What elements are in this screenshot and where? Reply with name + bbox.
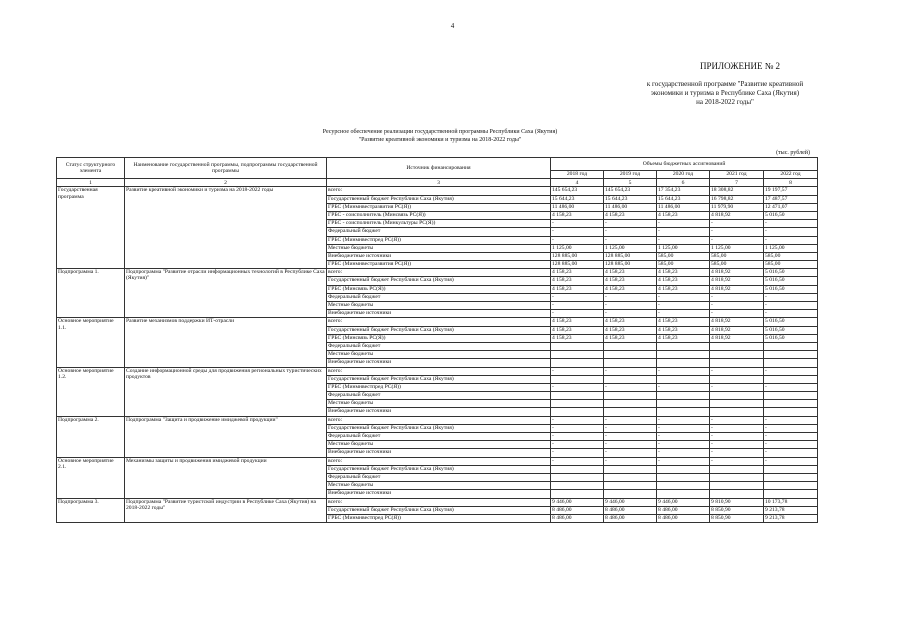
row-value: 5 016,50 (764, 277, 818, 285)
row-value: - (764, 449, 818, 457)
row-value: - (764, 416, 818, 424)
row-value: - (657, 293, 710, 301)
row-value: 585,00 (710, 261, 764, 269)
row-value (551, 482, 604, 490)
row-value: - (710, 302, 764, 310)
row-source: всего: (327, 367, 551, 375)
row-value: 128 885,00 (604, 252, 657, 260)
row-value: 5 016,50 (764, 334, 818, 342)
row-value: - (710, 449, 764, 457)
row-source: ГРБС (Минмнвестразвития РС(Я)) (327, 203, 551, 211)
row-value: 4 818,92 (710, 269, 764, 277)
row-value: - (604, 383, 657, 391)
row-source: Федеральный бюджет (327, 433, 551, 441)
row-value (657, 359, 710, 367)
row-value: 5 016,50 (764, 318, 818, 326)
resource-title-line: "Развитие креативной экономики и туризма на 2018-2022 годы" (358, 137, 522, 143)
row-value: - (657, 441, 710, 449)
row-value: 11 979,90 (710, 203, 764, 211)
row-value: - (551, 236, 604, 244)
row-value: 5 016,50 (764, 326, 818, 334)
row-value (657, 392, 710, 400)
row-source: Государственный бюджет Республики Саха (Якутия) (327, 195, 551, 203)
row-value: 1 125,00 (764, 244, 818, 252)
row-value (710, 375, 764, 383)
row-value: - (764, 441, 818, 449)
appendix-subtitle-line: на 2018-2022 годы" (696, 98, 754, 106)
row-value: - (551, 433, 604, 441)
row-value: - (551, 441, 604, 449)
row-value (551, 490, 604, 498)
row-value (551, 473, 604, 481)
row-value (604, 473, 657, 481)
table-row (57, 498, 818, 506)
row-value: 9 213,78 (764, 514, 818, 522)
budget-table (56, 157, 818, 523)
row-value (604, 400, 657, 408)
row-value: - (551, 416, 604, 424)
row-value: 4 158,23 (604, 326, 657, 334)
row-value: 585,00 (764, 252, 818, 260)
row-value: - (551, 293, 604, 301)
row-value (604, 392, 657, 400)
row-source: Федеральный бюджет (327, 293, 551, 301)
row-value: - (710, 293, 764, 301)
row-value: 8 850,90 (710, 514, 764, 522)
unit-label: (тыс. рублей) (776, 150, 810, 156)
resource-title-line: Ресурсное обеспечение реализации государственной программы Республики Саха (Якутия) (322, 129, 558, 135)
row-value (604, 342, 657, 350)
row-value (551, 375, 604, 383)
row-value: - (604, 220, 657, 228)
row-value: 1 125,00 (657, 244, 710, 252)
row-source: Внебюджетные источники (327, 310, 551, 318)
row-value (764, 408, 818, 416)
row-value (657, 342, 710, 350)
row-value: 4 158,23 (657, 326, 710, 334)
row-value (551, 342, 604, 350)
row-value (764, 351, 818, 359)
row-value: 4 158,23 (551, 326, 604, 334)
row-value: - (551, 449, 604, 457)
row-value: 4 818,92 (710, 285, 764, 293)
row-value: - (604, 228, 657, 236)
row-value: - (764, 433, 818, 441)
row-value: 4 818,92 (710, 277, 764, 285)
row-value: - (764, 457, 818, 465)
row-value: - (764, 293, 818, 301)
row-value: - (551, 457, 604, 465)
row-value: 585,00 (710, 252, 764, 260)
row-value: - (604, 424, 657, 432)
row-value: 10 173,78 (764, 498, 818, 506)
row-value: - (764, 383, 818, 391)
row-value: 8 486,00 (604, 506, 657, 514)
row-value: - (710, 220, 764, 228)
row-value: - (764, 310, 818, 318)
row-value: 4 818,92 (710, 334, 764, 342)
row-value: 4 158,23 (604, 318, 657, 326)
row-value (710, 392, 764, 400)
row-value: 4 158,23 (604, 334, 657, 342)
row-status: Подпрограмма 1. (57, 269, 125, 318)
row-value: 4 158,23 (604, 211, 657, 219)
row-value: 9 446,00 (657, 498, 710, 506)
row-value: - (657, 236, 710, 244)
row-source: всего: (327, 416, 551, 424)
row-value (764, 465, 818, 473)
row-value: - (764, 424, 818, 432)
row-value: - (551, 310, 604, 318)
row-source: Внебюджетные источники (327, 252, 551, 260)
row-value: 4 158,23 (551, 334, 604, 342)
header-volumes: Объемы бюджетных ассигнований (551, 158, 818, 171)
row-value: 17 354,23 (657, 187, 710, 195)
row-value: 4 818,92 (710, 211, 764, 219)
row-source: Внебюджетные источники (327, 408, 551, 416)
row-value: - (710, 383, 764, 391)
row-value: 4 818,92 (710, 326, 764, 334)
row-value (710, 490, 764, 498)
row-value: 128 885,00 (604, 261, 657, 269)
row-name: Развитие креативной экономики и туризма на 2018-2022 годы (125, 187, 327, 269)
row-value (604, 408, 657, 416)
column-number: 3 (327, 179, 551, 187)
row-source: Внебюджетные источники (327, 359, 551, 367)
row-value: 5 016,50 (764, 211, 818, 219)
row-status: Подпрограмма 3. (57, 498, 125, 523)
row-value: 15 644,23 (551, 195, 604, 203)
row-value: - (551, 383, 604, 391)
row-value: - (657, 433, 710, 441)
row-value: - (764, 228, 818, 236)
row-value: - (657, 367, 710, 375)
row-value: 5 016,50 (764, 285, 818, 293)
row-value (657, 408, 710, 416)
row-value: - (551, 302, 604, 310)
row-value: 8 850,90 (710, 506, 764, 514)
row-status: Основное мероприятие 1.1. (57, 318, 125, 367)
row-value: 128 885,00 (551, 252, 604, 260)
row-name: Развитие механизмов поддержки ИТ-отрасли (125, 318, 327, 367)
row-value (604, 359, 657, 367)
row-value: 145 654,23 (604, 187, 657, 195)
row-value (604, 490, 657, 498)
row-source: Государственный бюджет Республики Саха (Якутия) (327, 375, 551, 383)
row-value: - (604, 433, 657, 441)
row-value: - (764, 302, 818, 310)
row-source: ГРБС - соисполнитель (Минкультуры РС(Я)) (327, 220, 551, 228)
row-value: 4 158,23 (551, 211, 604, 219)
column-number: 1 (57, 179, 125, 187)
row-name: Подпрограмма "Развитие отрасли информационных технологий в Республике Саха (Якутия)" (125, 269, 327, 318)
row-value: 9 213,78 (764, 506, 818, 514)
row-value: - (657, 416, 710, 424)
row-value (764, 359, 818, 367)
row-value: - (657, 449, 710, 457)
row-value: 4 158,23 (657, 211, 710, 219)
row-source: ГРБС - соисполнитель (Минсвязь РС(Я)) (327, 211, 551, 219)
row-value: 18 308,82 (710, 187, 764, 195)
row-value: - (710, 367, 764, 375)
header-year: 2018 год (551, 171, 604, 179)
row-value: - (551, 367, 604, 375)
row-value (604, 482, 657, 490)
row-status: Основное мероприятие 2.1. (57, 457, 125, 498)
row-value: - (657, 302, 710, 310)
appendix-subtitle-line: экономики и туризма в Республике Саха (Якутия) (650, 89, 800, 97)
row-value (710, 400, 764, 408)
row-value: 12 471,07 (764, 203, 818, 211)
row-value: 4 158,23 (604, 285, 657, 293)
row-value: 4 158,23 (551, 269, 604, 277)
row-value: 4 158,23 (604, 269, 657, 277)
row-value: 17 487,57 (764, 195, 818, 203)
row-value: 4 158,23 (551, 277, 604, 285)
row-value (604, 465, 657, 473)
row-value: 1 125,00 (710, 244, 764, 252)
row-value: 9 810,90 (710, 498, 764, 506)
row-name: Механизмы защиты и продвижения имиджевой продукции (125, 457, 327, 498)
header-status: Статус структурного элемента (57, 158, 125, 179)
row-value (764, 473, 818, 481)
row-source: Государственный бюджет Республики Саха (Якутия) (327, 424, 551, 432)
row-value: - (657, 424, 710, 432)
row-value: - (551, 228, 604, 236)
row-status: Подпрограмма 2. (57, 416, 125, 457)
row-value: 1 125,00 (551, 244, 604, 252)
row-source: Местные бюджеты (327, 400, 551, 408)
row-value: - (604, 449, 657, 457)
row-value: 15 644,23 (604, 195, 657, 203)
row-source: Государственный бюджет Республики Саха (Якутия) (327, 277, 551, 285)
column-number: 2 (125, 179, 327, 187)
row-source: ГРБС (Минмнвестразвития РС(Я)) (327, 261, 551, 269)
header-source: Источник финансирования (327, 158, 551, 179)
row-value (551, 392, 604, 400)
column-number: 5 (604, 179, 657, 187)
table-row (57, 269, 818, 277)
row-status: Основное мероприятие 1.2. (57, 367, 125, 416)
row-value (764, 482, 818, 490)
row-value: 4 158,23 (657, 269, 710, 277)
row-value: 585,00 (764, 261, 818, 269)
row-source: всего: (327, 187, 551, 195)
row-value: 16 798,82 (710, 195, 764, 203)
row-value: 9 446,00 (551, 498, 604, 506)
row-value: - (710, 236, 764, 244)
row-value: 5 016,50 (764, 269, 818, 277)
row-value (551, 359, 604, 367)
row-value (657, 400, 710, 408)
header-year: 2019 год (604, 171, 657, 179)
row-value (604, 351, 657, 359)
table-row (57, 187, 818, 195)
row-value (657, 351, 710, 359)
row-value: 11 486,00 (657, 203, 710, 211)
row-value (710, 351, 764, 359)
row-value: - (657, 220, 710, 228)
header-year: 2022 год (764, 171, 818, 179)
row-value (710, 465, 764, 473)
row-value (764, 342, 818, 350)
row-value: - (657, 228, 710, 236)
row-value (551, 465, 604, 473)
row-value: 4 158,23 (551, 285, 604, 293)
row-value: 585,00 (657, 252, 710, 260)
column-number: 6 (657, 179, 710, 187)
row-source: всего: (327, 457, 551, 465)
row-source: всего: (327, 269, 551, 277)
row-value: 1 125,00 (604, 244, 657, 252)
row-source: ГРБС (Минсвязь РС(Я)) (327, 285, 551, 293)
row-name: Создание информационной среды для продвижения региональных туристических продуктов (125, 367, 327, 416)
row-value: - (764, 220, 818, 228)
row-value (764, 400, 818, 408)
row-value: - (710, 441, 764, 449)
row-value: - (551, 424, 604, 432)
row-value: - (764, 236, 818, 244)
row-value: 8 486,00 (657, 514, 710, 522)
row-source: всего: (327, 318, 551, 326)
row-name: Подпрограмма "Защита и продвижение имиджевой продукции" (125, 416, 327, 457)
row-source: Внебюджетные источники (327, 490, 551, 498)
row-source: Федеральный бюджет (327, 342, 551, 350)
row-value (764, 490, 818, 498)
row-value: 4 158,23 (657, 318, 710, 326)
row-value: 4 158,23 (657, 277, 710, 285)
row-value: - (710, 228, 764, 236)
row-value: 8 486,00 (551, 506, 604, 514)
row-value: 145 654,23 (551, 187, 604, 195)
row-value: - (604, 236, 657, 244)
row-status: Государственная программа (57, 187, 125, 269)
row-source: Государственный бюджет Республики Саха (Якутия) (327, 506, 551, 514)
table-row (57, 416, 818, 424)
row-value: - (710, 424, 764, 432)
row-value: - (604, 441, 657, 449)
table-body (57, 187, 818, 523)
row-value: 8 486,00 (551, 514, 604, 522)
appendix-subtitle (600, 80, 850, 107)
row-value: - (710, 433, 764, 441)
row-source: Местные бюджеты (327, 482, 551, 490)
row-value (710, 473, 764, 481)
row-value: 11 486,00 (604, 203, 657, 211)
row-value: - (604, 457, 657, 465)
row-value: - (604, 293, 657, 301)
row-value: - (604, 416, 657, 424)
row-source: Федеральный бюджет (327, 228, 551, 236)
row-value: 4 158,23 (604, 277, 657, 285)
row-source: Местные бюджеты (327, 351, 551, 359)
row-value: 19 197,57 (764, 187, 818, 195)
table-row (57, 457, 818, 465)
row-value: 8 486,00 (657, 506, 710, 514)
column-number: 7 (710, 179, 764, 187)
row-value (764, 392, 818, 400)
row-source: Федеральный бюджет (327, 392, 551, 400)
appendix-subtitle-line: к государственной программе "Развитие креативной (646, 80, 804, 88)
row-value (710, 342, 764, 350)
row-value: - (764, 367, 818, 375)
row-value: - (657, 457, 710, 465)
row-value (710, 408, 764, 416)
column-number: 8 (764, 179, 818, 187)
row-value: 8 486,00 (604, 514, 657, 522)
row-source: ГРБС (Минмнвестпред РС(Я)) (327, 383, 551, 391)
table-row (57, 367, 818, 375)
row-value: - (604, 367, 657, 375)
row-value: - (604, 302, 657, 310)
row-value: 9 446,00 (604, 498, 657, 506)
row-value: - (551, 220, 604, 228)
row-value: 585,00 (657, 261, 710, 269)
row-source: Внебюджетные источники (327, 449, 551, 457)
row-source: Государственный бюджет Республики Саха (Якутия) (327, 465, 551, 473)
row-source: Местные бюджеты (327, 302, 551, 310)
row-source: Федеральный бюджет (327, 473, 551, 481)
row-value (657, 482, 710, 490)
row-value: - (657, 383, 710, 391)
column-number-row (57, 179, 818, 187)
header-row (57, 158, 818, 171)
resource-title (260, 128, 620, 144)
row-value (551, 400, 604, 408)
row-source: всего: (327, 498, 551, 506)
row-value: 4 158,23 (551, 318, 604, 326)
column-number: 4 (551, 179, 604, 187)
header-name: Наименование государственной программы, подпрограммы государственной программы (125, 158, 327, 179)
row-value (657, 473, 710, 481)
row-value (657, 375, 710, 383)
row-value: - (710, 457, 764, 465)
row-value (604, 375, 657, 383)
row-value: - (710, 310, 764, 318)
row-value (710, 482, 764, 490)
row-value: - (710, 416, 764, 424)
row-source: ГРБС (Минмнвестпред РС(Я)) (327, 514, 551, 522)
row-value (657, 465, 710, 473)
row-source: Местные бюджеты (327, 244, 551, 252)
row-value: 4 818,92 (710, 318, 764, 326)
row-value: - (604, 310, 657, 318)
appendix-title: ПРИЛОЖЕНИЕ № 2 (700, 61, 781, 71)
row-source: Государственный бюджет Республики Саха (Якутия) (327, 326, 551, 334)
table-row (57, 318, 818, 326)
row-value (764, 375, 818, 383)
row-name: Подпрограмма "Развитие туристской индустрии в Республике Саха (Якутия) на 2018-2022 годы" (125, 498, 327, 523)
row-source: ГРБС (Минмнвестпред РС(Я)) (327, 236, 551, 244)
header-year: 2021 год (710, 171, 764, 179)
row-value: 11 486,00 (551, 203, 604, 211)
row-value: 15 644,23 (657, 195, 710, 203)
header-year: 2020 год (657, 171, 710, 179)
row-value (551, 351, 604, 359)
row-value: 4 158,23 (657, 334, 710, 342)
row-value: 4 158,23 (657, 285, 710, 293)
row-value: - (657, 310, 710, 318)
row-source: ГРБС (Минсвязь РС(Я)) (327, 334, 551, 342)
row-value (710, 359, 764, 367)
page-number: 4 (450, 22, 455, 30)
row-value (551, 408, 604, 416)
row-source: Местные бюджеты (327, 441, 551, 449)
row-value (657, 490, 710, 498)
row-value: 128 885,00 (551, 261, 604, 269)
